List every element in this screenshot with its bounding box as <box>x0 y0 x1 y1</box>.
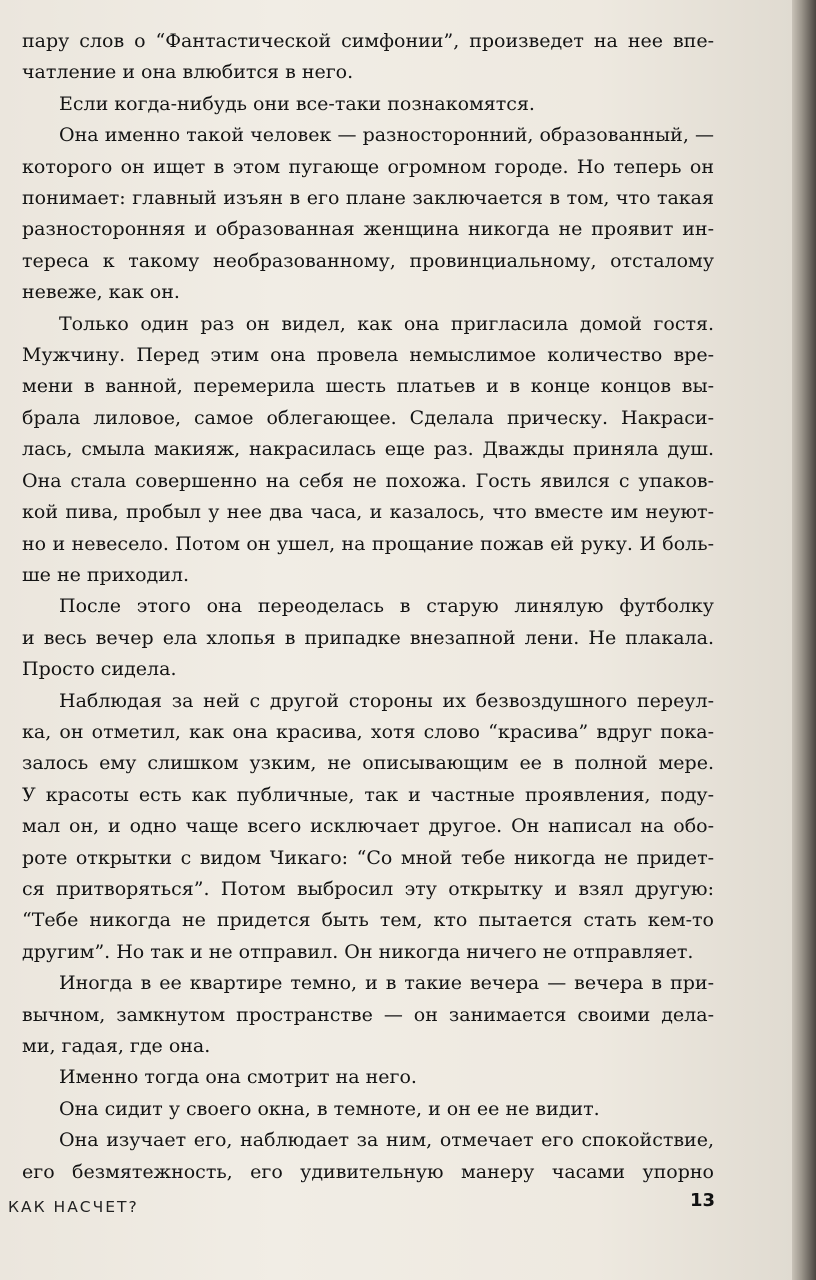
text-line: но и невесело. Потом он ушел, на прощание пожав ей руку. И боль- <box>22 532 714 555</box>
page-number: 13 <box>690 1190 716 1211</box>
text-line: ка, он отметил, как она красива, хотя слово “красива” вдруг пока- <box>22 720 714 743</box>
text-line: ше не приходил. <box>22 563 190 586</box>
text-line: брала лиловое, самое облегающее. Сделала прическу. Накраси- <box>22 406 714 429</box>
paragraph <box>22 26 714 89</box>
text-line: его безмятежность, его удивительную манеру часами упорно <box>22 1160 714 1183</box>
text-line: пару слов о “Фантастической симфонии”, произведет на нее впе- <box>22 30 714 52</box>
text-line: Она стала совершенно на себя не похожа. Гость явился с упаков- <box>22 469 714 492</box>
text-line: другим”. Но так и не отправил. Он никогда ничего не отправляет. <box>22 940 694 963</box>
text-line: ся притворяться”. Потом выбросил эту открытку и взял другую: <box>22 877 714 900</box>
paragraph <box>22 968 714 1062</box>
text-line: Она сидит у своего окна, в темноте, и он ее не видит. <box>59 1097 600 1120</box>
text-line: мал он, и одно чаще всего исключает другое. Он написал на обо- <box>22 815 714 838</box>
text-line: Если когда-нибудь они все-таки познакомятся. <box>59 92 535 115</box>
text-line: “Тебе никогда не придется быть тем, кто пытается стать кем-то <box>22 909 714 932</box>
text-line: Иногда в ее квартире темно, и в такие вечера — вечера в при- <box>59 972 714 995</box>
text-line: которого он ищет в этом пугающе огромном городе. Но теперь он <box>22 155 714 178</box>
body-text <box>22 26 714 1188</box>
text-line: роте открытки с видом Чикаго: “Со мной тебе никогда не придет- <box>22 846 714 869</box>
paragraph <box>22 89 714 120</box>
text-line: Только один раз он видел, как она пригласила домой гостя. <box>59 312 714 335</box>
text-line: невеже, как он. <box>22 281 180 304</box>
text-line: и весь вечер ела хлопья в припадке внезапной лени. Не плакала. <box>22 626 714 649</box>
text-line: понимает: главный изъян в его плане заключается в том, что такая <box>22 187 714 210</box>
text-line: вычном, замкнутом пространстве — он занимается своими дела- <box>22 1003 714 1026</box>
text-line: лась, смыла макияж, накрасилась еще раз. Дважды приняла душ. <box>22 438 714 461</box>
paragraph <box>22 120 714 308</box>
text-line: Именно тогда она смотрит на него. <box>59 1066 417 1089</box>
paragraph <box>22 1094 714 1125</box>
text-line: залось ему слишком узким, не описывающим ее в полной мере. <box>22 752 714 775</box>
text-line: ми, гадая, где она. <box>22 1035 211 1057</box>
paragraph <box>22 591 714 685</box>
text-line: После этого она переоделась в старую линялую футболку <box>59 595 714 618</box>
page-edge-shadow <box>792 0 816 1280</box>
text-line: мени в ванной, перемерила шесть платьев и в конце концов вы- <box>22 375 714 398</box>
text-line: Мужчину. Перед этим она провела немыслимое количество вре- <box>22 344 714 367</box>
text-line: Наблюдая за ней с другой стороны их безвоздушного переул- <box>59 689 714 712</box>
text-line: Она изучает его, наблюдает за ним, отмечает его спокойствие, <box>59 1129 714 1152</box>
paragraph <box>22 1062 714 1093</box>
text-line: Просто сидела. <box>22 658 177 681</box>
text-line: У красоты есть как публичные, так и частные проявления, поду- <box>22 783 714 806</box>
text-line: тереса к такому необразованному, провинциальному, отсталому <box>22 249 714 272</box>
text-line: кой пива, пробыл у нее два часа, и казалось, что вместе им неуют- <box>22 501 714 524</box>
text-line: разносторонняя и образованная женщина никогда не проявит ин- <box>22 218 714 241</box>
text-line: Она именно такой человек — разносторонний, образованный, — <box>59 124 714 147</box>
paragraph <box>22 686 714 969</box>
running-footer-title: КАК НАСЧЕТ? <box>8 1198 139 1216</box>
text-line: чатление и она влюбится в него. <box>22 61 354 84</box>
paragraph <box>22 309 714 592</box>
paragraph <box>22 1125 714 1188</box>
